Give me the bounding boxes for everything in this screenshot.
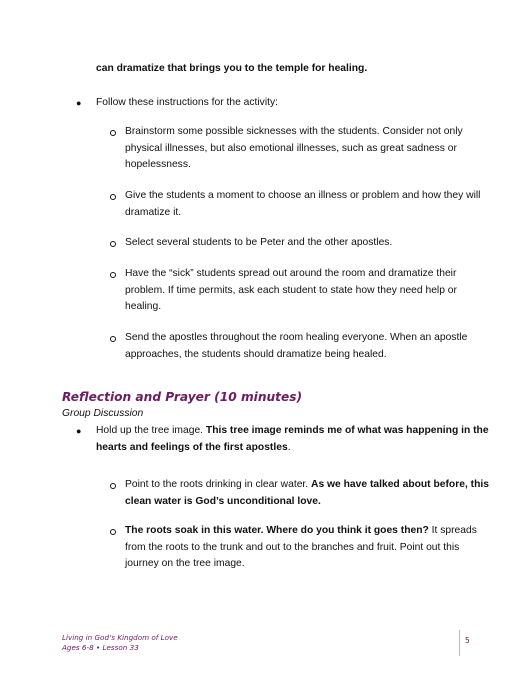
circle-bullet-icon: [110, 194, 116, 200]
activity-step-1-line-2: physical illnesses, but also emotional illnesses, such as great sadness or: [125, 142, 457, 154]
tree-bullet-line-2: [96, 440, 291, 457]
footer-subtitle: Ages 6-8 • Lesson 33: [62, 643, 139, 652]
circle-bullet-icon: [110, 336, 116, 342]
soak-sub-line-3: journey on the tree image.: [125, 558, 245, 569]
circle-bullet-icon: [110, 529, 116, 535]
tree-bullet-lead: Hold up the tree image.: [96, 425, 206, 436]
activity-step-3-line-1: Select several students to be Peter and the other apostles.: [125, 237, 393, 248]
continuation-text: can dramatize that brings you to the temple for healing.: [96, 63, 368, 74]
circle-bullet-icon: [110, 483, 116, 489]
roots-sub-lead: Point to the roots drinking in clear water.: [125, 479, 312, 490]
activity-step-2-line-1: Give the students a moment to choose an illness or problem and how they will: [125, 190, 481, 201]
activity-step-1-line-3: hopelessness.: [125, 159, 191, 170]
circle-bullet-icon: [110, 130, 116, 136]
bullet-dot-icon: ●: [76, 426, 82, 436]
activity-step-5-line-2: approaches, the students should dramatize being healed.: [125, 348, 387, 360]
soak-sub-line-2: from the roots to the trunk and out to the branches and fruit. Point out this: [125, 541, 460, 553]
activity-step-4-line-3: healing.: [125, 301, 162, 312]
page-number: 5: [465, 636, 470, 645]
circle-bullet-icon: [110, 272, 116, 278]
activity-step-2-line-2: dramatize it.: [125, 206, 182, 218]
bullet-dot-icon: ●: [76, 98, 82, 108]
activity-step-4-line-1: Have the “sick” students spread out around the room and dramatize their: [125, 268, 457, 279]
footer-divider: [459, 630, 460, 656]
soak-sub-bold: The roots soak in this water. Where do you think it goes then?: [125, 525, 429, 536]
soak-sub-line-1: [125, 523, 477, 540]
roots-sub-line-2: clean water is God’s unconditional love.: [125, 495, 321, 507]
soak-sub-rest: It spreads: [428, 525, 477, 536]
roots-sub-line-1: [125, 477, 489, 494]
tree-bullet-line-1: [96, 423, 489, 440]
instructions-bullet-text: Follow these instructions for the activity:: [96, 97, 278, 108]
tree-bullet-bold-1: This tree image reminds me of what was happening in the: [205, 425, 489, 436]
footer-title: Living in God’s Kingdom of Love: [62, 633, 178, 642]
activity-step-4-line-2: problem. If time permits, ask each student to state how they need help or: [125, 284, 457, 296]
tree-bullet-tail: .: [287, 441, 291, 453]
activity-step-5-line-1: Send the apostles throughout the room healing everyone. When an apostle: [125, 332, 468, 343]
circle-bullet-icon: [110, 241, 116, 247]
tree-bullet-bold-2: hearts and feelings of the first apostles: [96, 441, 288, 453]
roots-sub-bold-1: As we have talked about before, this: [311, 479, 489, 490]
section-subheading: Group Discussion: [62, 408, 144, 419]
section-heading: Reflection and Prayer (10 minutes): [62, 390, 303, 404]
activity-step-1-line-1: Brainstorm some possible sicknesses with the students. Consider not only: [125, 126, 463, 137]
